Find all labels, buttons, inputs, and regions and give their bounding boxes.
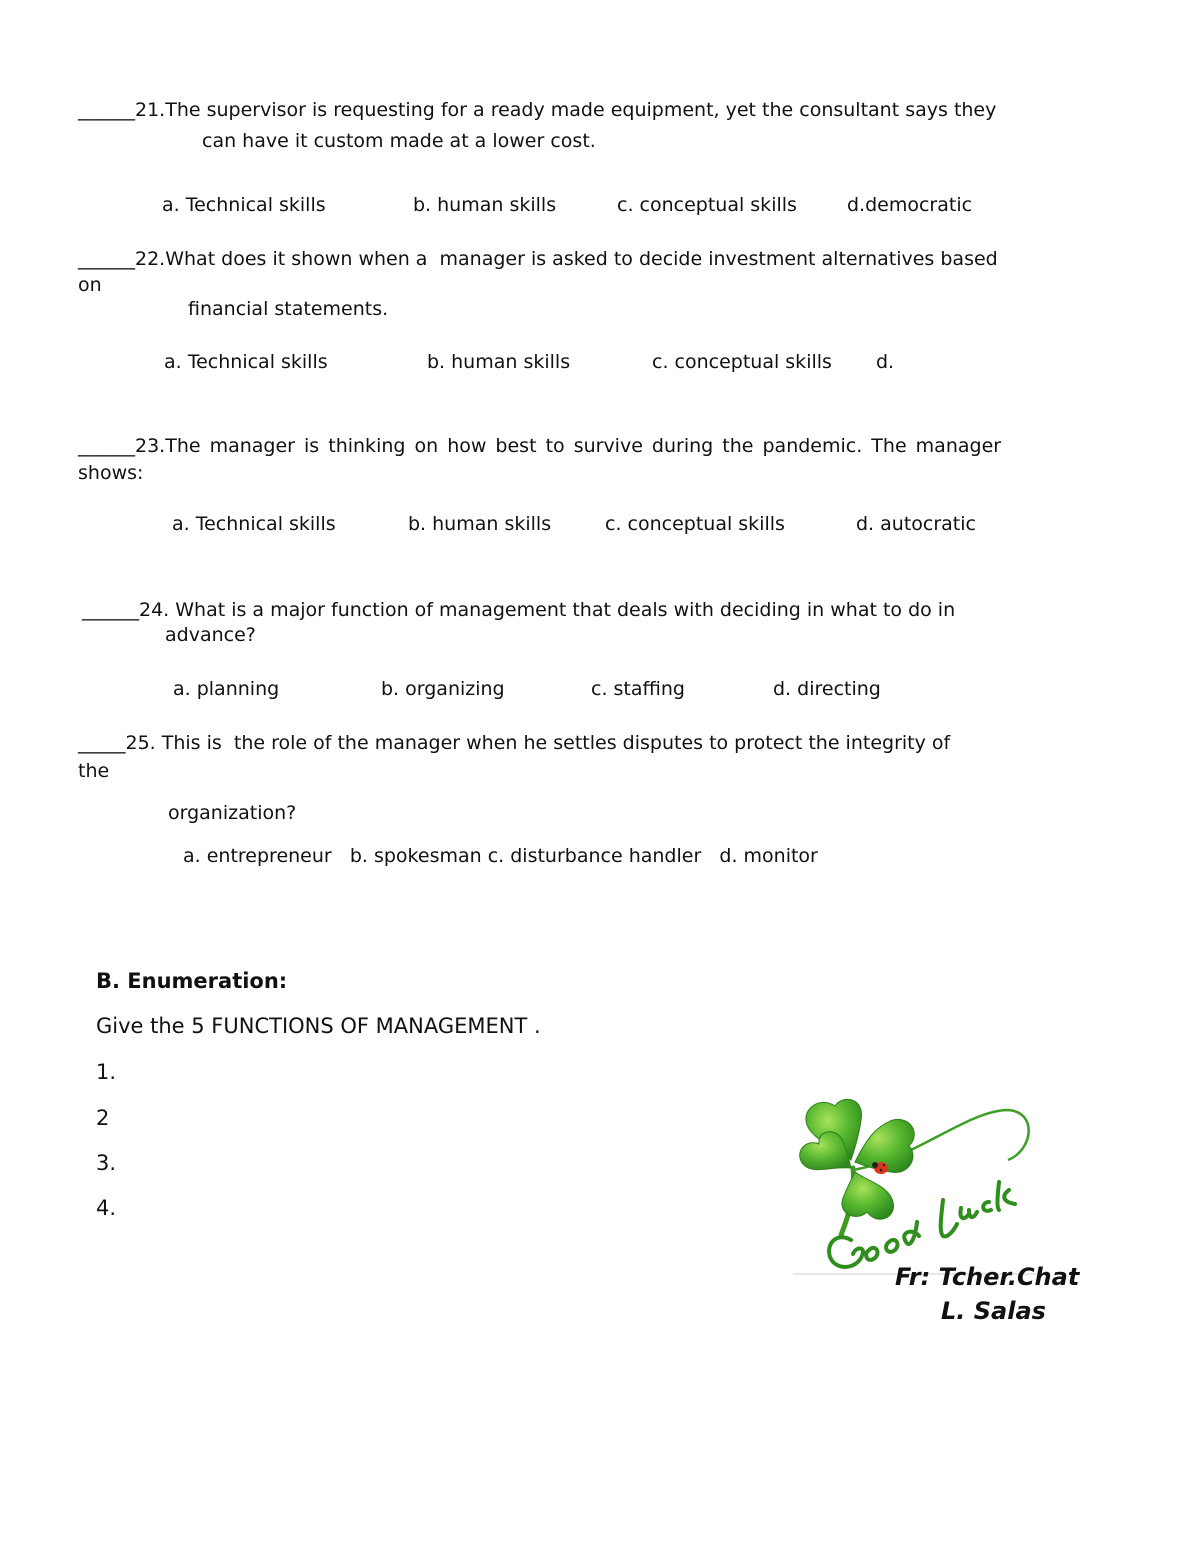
question-24-text-cont: advance?: [165, 624, 256, 646]
question-23-text: ______23.The manager is thinking on how best to survive during the pandemic. The manager: [78, 435, 1002, 457]
signature-line-1: Fr: Tcher.Chat: [895, 1263, 1080, 1291]
question-21-choice-d: d.democratic: [847, 194, 973, 216]
question-21-text: ______21.The supervisor is requesting for a ready made equipment, yet the consultant says they: [78, 99, 997, 121]
ladybug-icon: [872, 1162, 888, 1174]
enumeration-item-1: 1.: [96, 1060, 117, 1084]
good-luck-clover-image: [793, 1090, 1038, 1275]
question-22-choice-d: d.: [876, 351, 895, 373]
question-23-choice-a: a. Technical skills: [172, 513, 336, 535]
question-21-choice-c: c. conceptual skills: [617, 194, 797, 216]
question-24-choice-c: c. staffing: [591, 678, 685, 700]
question-21-text-cont: can have it custom made at a lower cost.: [202, 130, 596, 152]
question-25-choices: a. entrepreneur b. spokesman c. disturbance handler d. monitor: [183, 845, 818, 867]
question-22-text-cont: financial statements.: [188, 298, 389, 320]
enumeration-item-3: 3.: [96, 1151, 117, 1175]
question-22-wrap: on: [78, 274, 102, 296]
signature-line-2: L. Salas: [941, 1297, 1046, 1325]
question-25-wrap: the: [78, 760, 110, 782]
question-23-wrap: shows:: [78, 462, 144, 484]
question-25-text-cont: organization?: [168, 802, 297, 824]
question-21-choice-a: a. Technical skills: [162, 194, 326, 216]
question-24-choice-d: d. directing: [773, 678, 881, 700]
enumeration-item-4: 4.: [96, 1196, 117, 1220]
question-23-choice-b: b. human skills: [408, 513, 552, 535]
question-22-text: ______22.What does it shown when a manager is asked to decide investment alternatives based: [78, 248, 998, 270]
question-24-choice-b: b. organizing: [381, 678, 505, 700]
question-22-choice-b: b. human skills: [427, 351, 571, 373]
enumeration-item-2: 2: [96, 1106, 110, 1130]
question-22-choice-c: c. conceptual skills: [652, 351, 832, 373]
question-23-choice-c: c. conceptual skills: [605, 513, 785, 535]
enumeration-instruction: Give the 5 FUNCTIONS OF MANAGEMENT .: [96, 1014, 541, 1038]
question-24-text: ______24. What is a major function of management that deals with deciding in what to do in: [82, 599, 956, 621]
question-22-choice-a: a. Technical skills: [164, 351, 328, 373]
question-23-choice-d: d. autocratic: [856, 513, 976, 535]
enumeration-heading: B. Enumeration:: [96, 969, 288, 993]
question-21-choice-b: b. human skills: [413, 194, 557, 216]
question-24-choice-a: a. planning: [173, 678, 280, 700]
question-25-text: _____25. This is the role of the manager when he settles disputes to protect the integrity of: [78, 732, 951, 754]
